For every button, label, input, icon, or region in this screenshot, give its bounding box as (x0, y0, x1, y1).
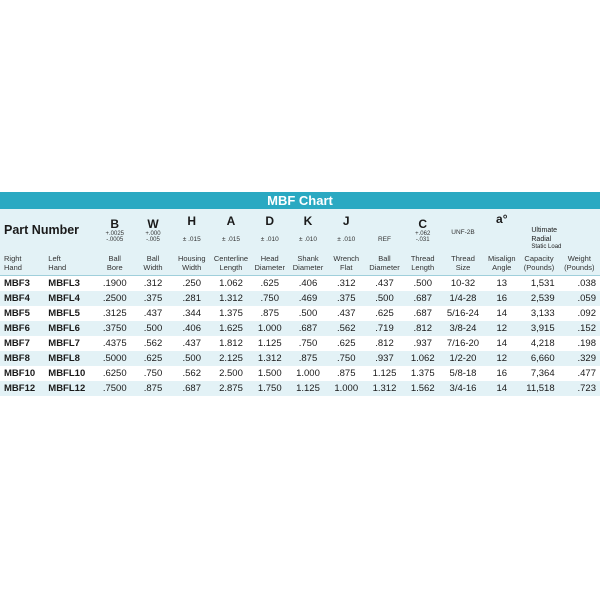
cell-weight: .059 (559, 291, 600, 306)
cell-housing-width: .250 (172, 276, 211, 292)
cell-thread-length: .812 (404, 321, 442, 336)
table-row (0, 291, 600, 306)
cell-capacity: 3,133 (519, 306, 558, 321)
column-header-row (0, 251, 600, 276)
cell-misalign-angle: 14 (484, 381, 519, 396)
cell-wrench-flat: .875 (327, 366, 365, 381)
cell-capacity: 3,915 (519, 321, 558, 336)
table-row (0, 336, 600, 351)
col-wrench-flat: Wrench Flat (327, 251, 365, 276)
col-ball-bore: Ball Bore (96, 251, 134, 276)
table-row (0, 321, 600, 336)
table-row (0, 306, 600, 321)
table-body (0, 276, 600, 397)
cell-misalign-angle: 12 (484, 351, 519, 366)
cell-ball-width: .875 (134, 381, 172, 396)
cell-housing-width: .437 (172, 336, 211, 351)
col-thread-length: Thread Length (404, 251, 442, 276)
cell-thread-length: .937 (404, 336, 442, 351)
cell-misalign-angle: 16 (484, 366, 519, 381)
dim-d: D ± .010 (251, 209, 289, 251)
cell-ball-bore: .3125 (96, 306, 134, 321)
cell-centerline-length: 1.625 (211, 321, 250, 336)
cell-ball-width: .750 (134, 366, 172, 381)
cell-misalign-angle: 13 (484, 276, 519, 292)
cell-centerline-length: 1.312 (211, 291, 250, 306)
cell-ball-bore: .1900 (96, 276, 134, 292)
cell-wrench-flat: .375 (327, 291, 365, 306)
cell-weight: .152 (559, 321, 600, 336)
table-row (0, 366, 600, 381)
col-head-diameter: Head Diameter (251, 251, 289, 276)
cell-ball-diameter: 1.312 (365, 381, 403, 396)
cell-thread-size: 5/8-18 (442, 366, 484, 381)
dim-a: A ± .015 (211, 209, 250, 251)
cell-shank-diameter: .750 (289, 336, 327, 351)
cell-right-hand: MBF10 (0, 366, 44, 381)
cell-ball-diameter: .719 (365, 321, 403, 336)
cell-right-hand: MBF3 (0, 276, 44, 292)
cell-head-diameter: 1.750 (251, 381, 289, 396)
cell-weight: .092 (559, 306, 600, 321)
part-number-label: Part Number (0, 209, 96, 251)
col-misalign-angle: Misalign Angle (484, 251, 519, 276)
cell-left-hand: MBFL7 (44, 336, 95, 351)
cell-thread-size: 7/16-20 (442, 336, 484, 351)
capacity-heading: Ultimate Radial Static Load (519, 209, 600, 251)
cell-ball-width: .562 (134, 336, 172, 351)
cell-head-diameter: .750 (251, 291, 289, 306)
cell-head-diameter: 1.125 (251, 336, 289, 351)
cell-ball-bore: .7500 (96, 381, 134, 396)
dim-angle: a° (484, 209, 519, 251)
col-ball-diameter: Ball Diameter (365, 251, 403, 276)
cell-wrench-flat: .312 (327, 276, 365, 292)
cell-thread-size: 3/8-24 (442, 321, 484, 336)
cell-shank-diameter: .500 (289, 306, 327, 321)
col-weight: Weight (Pounds) (559, 251, 600, 276)
cell-wrench-flat: .625 (327, 336, 365, 351)
cell-left-hand: MBFL5 (44, 306, 95, 321)
mbf-chart (0, 192, 600, 396)
cell-weight: .477 (559, 366, 600, 381)
cell-right-hand: MBF12 (0, 381, 44, 396)
cell-ball-width: .437 (134, 306, 172, 321)
cell-ball-bore: .3750 (96, 321, 134, 336)
cell-wrench-flat: .750 (327, 351, 365, 366)
cell-housing-width: .562 (172, 366, 211, 381)
cell-centerline-length: 2.500 (211, 366, 250, 381)
cell-weight: .038 (559, 276, 600, 292)
cell-capacity: 2,539 (519, 291, 558, 306)
cell-ball-width: .625 (134, 351, 172, 366)
cell-right-hand: MBF4 (0, 291, 44, 306)
cell-head-diameter: 1.500 (251, 366, 289, 381)
cell-housing-width: .500 (172, 351, 211, 366)
cell-left-hand: MBFL10 (44, 366, 95, 381)
cell-wrench-flat: 1.000 (327, 381, 365, 396)
cell-shank-diameter: .875 (289, 351, 327, 366)
table-row (0, 381, 600, 396)
cell-misalign-angle: 16 (484, 291, 519, 306)
col-ball-width: Ball Width (134, 251, 172, 276)
table-row (0, 351, 600, 366)
cell-thread-length: 1.375 (404, 366, 442, 381)
cell-ball-width: .500 (134, 321, 172, 336)
cell-thread-size: 10-32 (442, 276, 484, 292)
col-shank-diameter: Shank Diameter (289, 251, 327, 276)
col-thread-size: Thread Size (442, 251, 484, 276)
cell-wrench-flat: .562 (327, 321, 365, 336)
cell-weight: .198 (559, 336, 600, 351)
cell-head-diameter: 1.000 (251, 321, 289, 336)
cell-housing-width: .344 (172, 306, 211, 321)
cell-ball-diameter: .812 (365, 336, 403, 351)
cell-shank-diameter: .469 (289, 291, 327, 306)
cell-centerline-length: 1.812 (211, 336, 250, 351)
ref-note: REF (365, 209, 403, 251)
cell-ball-diameter: 1.125 (365, 366, 403, 381)
cell-left-hand: MBFL8 (44, 351, 95, 366)
cell-capacity: 11,518 (519, 381, 558, 396)
col-left-hand: Left Hand (44, 251, 95, 276)
col-capacity: Capacity (Pounds) (519, 251, 558, 276)
cell-housing-width: .406 (172, 321, 211, 336)
col-right-hand: Right Hand (0, 251, 44, 276)
cell-ball-bore: .4375 (96, 336, 134, 351)
dim-j: J ± .010 (327, 209, 365, 251)
cell-misalign-angle: 12 (484, 321, 519, 336)
cell-thread-size: 1/2-20 (442, 351, 484, 366)
cell-misalign-angle: 14 (484, 336, 519, 351)
cell-right-hand: MBF5 (0, 306, 44, 321)
cell-thread-length: .500 (404, 276, 442, 292)
table-row (0, 276, 600, 292)
cell-capacity: 1,531 (519, 276, 558, 292)
cell-ball-diameter: .437 (365, 276, 403, 292)
cell-capacity: 7,364 (519, 366, 558, 381)
cell-shank-diameter: 1.000 (289, 366, 327, 381)
col-housing-width: Housing Width (172, 251, 211, 276)
cell-right-hand: MBF6 (0, 321, 44, 336)
cell-capacity: 6,660 (519, 351, 558, 366)
cell-housing-width: .687 (172, 381, 211, 396)
cell-thread-length: 1.562 (404, 381, 442, 396)
cell-head-diameter: .625 (251, 276, 289, 292)
cell-ball-bore: .5000 (96, 351, 134, 366)
cell-left-hand: MBFL4 (44, 291, 95, 306)
chart-title: MBF Chart (0, 192, 600, 209)
cell-wrench-flat: .437 (327, 306, 365, 321)
dim-b: B +.0025 -.0005 (96, 209, 134, 251)
cell-thread-length: .687 (404, 291, 442, 306)
dim-h: H ± .015 (172, 209, 211, 251)
cell-weight: .329 (559, 351, 600, 366)
dim-w: W +.000 -.005 (134, 209, 172, 251)
cell-ball-bore: .2500 (96, 291, 134, 306)
cell-head-diameter: .875 (251, 306, 289, 321)
cell-thread-size: 1/4-28 (442, 291, 484, 306)
cell-housing-width: .281 (172, 291, 211, 306)
cell-ball-diameter: .500 (365, 291, 403, 306)
thread-class-note: UNF-2B (442, 209, 484, 251)
cell-ball-diameter: .625 (365, 306, 403, 321)
cell-thread-length: 1.062 (404, 351, 442, 366)
dim-k: K ± .010 (289, 209, 327, 251)
spec-table (0, 209, 600, 396)
cell-centerline-length: 1.062 (211, 276, 250, 292)
cell-ball-width: .312 (134, 276, 172, 292)
cell-shank-diameter: .687 (289, 321, 327, 336)
cell-ball-bore: .6250 (96, 366, 134, 381)
cell-centerline-length: 1.375 (211, 306, 250, 321)
cell-left-hand: MBFL6 (44, 321, 95, 336)
cell-thread-size: 3/4-16 (442, 381, 484, 396)
cell-right-hand: MBF7 (0, 336, 44, 351)
dim-c: C +.062 -.031 (404, 209, 442, 251)
cell-weight: .723 (559, 381, 600, 396)
col-centerline-length: Centerline Length (211, 251, 250, 276)
cell-centerline-length: 2.875 (211, 381, 250, 396)
cell-ball-diameter: .937 (365, 351, 403, 366)
cell-capacity: 4,218 (519, 336, 558, 351)
cell-centerline-length: 2.125 (211, 351, 250, 366)
cell-head-diameter: 1.312 (251, 351, 289, 366)
cell-thread-length: .687 (404, 306, 442, 321)
cell-left-hand: MBFL3 (44, 276, 95, 292)
cell-right-hand: MBF8 (0, 351, 44, 366)
cell-left-hand: MBFL12 (44, 381, 95, 396)
dimension-header-row (0, 209, 600, 251)
cell-shank-diameter: 1.125 (289, 381, 327, 396)
cell-thread-size: 5/16-24 (442, 306, 484, 321)
cell-ball-width: .375 (134, 291, 172, 306)
cell-misalign-angle: 14 (484, 306, 519, 321)
cell-shank-diameter: .406 (289, 276, 327, 292)
